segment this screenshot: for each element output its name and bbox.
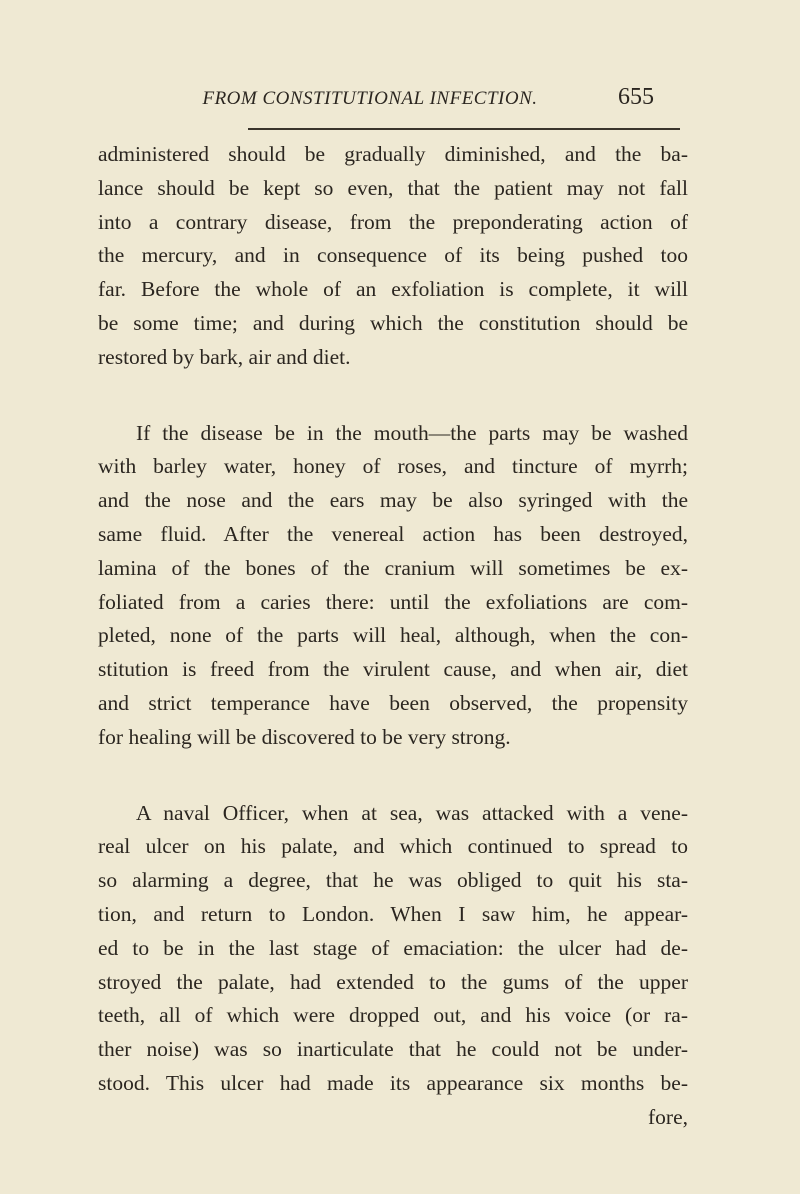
header-rule xyxy=(248,128,680,130)
text-line: stood. This ulcer had made its appearance six months be- xyxy=(98,1070,688,1095)
text-line: so alarming a degree, that he was obliged to quit his sta- xyxy=(98,868,688,893)
text-line: stitution is freed from the virulent cause, and when air, diet xyxy=(98,657,688,682)
running-head: FROM CONSTITUTIONAL INFECTION. xyxy=(202,88,538,109)
text-line: lance should be kept so even, that the patient may not fall xyxy=(98,175,688,200)
text-line: lamina of the bones of the cranium will sometimes be ex- xyxy=(98,555,688,580)
text-line: into a contrary disease, from the preponderating action of xyxy=(98,209,688,234)
text-line: with barley water, honey of roses, and tincture of myrrh; xyxy=(98,454,688,479)
text-line: stroyed the palate, had extended to the gums of the upper xyxy=(98,969,688,994)
paragraph-1 xyxy=(98,138,688,375)
text-line: and the nose and the ears may be also syringed with the xyxy=(98,488,688,513)
text-line: restored by bark, air and diet. xyxy=(98,344,351,369)
text-line: A naval Officer, when at sea, was attacked with a vene- xyxy=(136,800,688,825)
page-number: 655 xyxy=(618,84,654,110)
text-line: the mercury, and in consequence of its being pushed too xyxy=(98,243,688,268)
body-text xyxy=(98,138,688,1135)
text-line: tion, and return to London. When I saw him, he appear- xyxy=(98,901,688,926)
text-line: ed to be in the last stage of emaciation: the ulcer had de- xyxy=(98,935,688,960)
paragraph-3 xyxy=(98,797,688,1101)
paragraph-2 xyxy=(98,417,688,755)
text-line: real ulcer on his palate, and which continued to spread to xyxy=(98,834,688,859)
text-line: pleted, none of the parts will heal, although, when the con- xyxy=(98,623,688,648)
text-line: teeth, all of which were dropped out, and his voice (or ra- xyxy=(98,1003,688,1028)
text-line: far. Before the whole of an exfoliation is complete, it will xyxy=(98,277,688,302)
text-line: be some time; and during which the constitution should be xyxy=(98,310,688,335)
text-line: foliated from a caries there: until the exfoliations are com- xyxy=(98,589,688,614)
text-line: If the disease be in the mouth—the parts may be washed xyxy=(136,420,688,445)
catchword: fore, xyxy=(648,1104,688,1129)
text-line: administered should be gradually diminished, and the ba- xyxy=(98,142,688,166)
text-line: ther noise) was so inarticulate that he could not be under- xyxy=(98,1037,688,1062)
text-line: for healing will be discovered to be very strong. xyxy=(98,724,511,749)
text-line: same fluid. After the venereal action has been destroyed, xyxy=(98,521,688,546)
text-line: and strict temperance have been observed, the propensity xyxy=(98,690,688,715)
